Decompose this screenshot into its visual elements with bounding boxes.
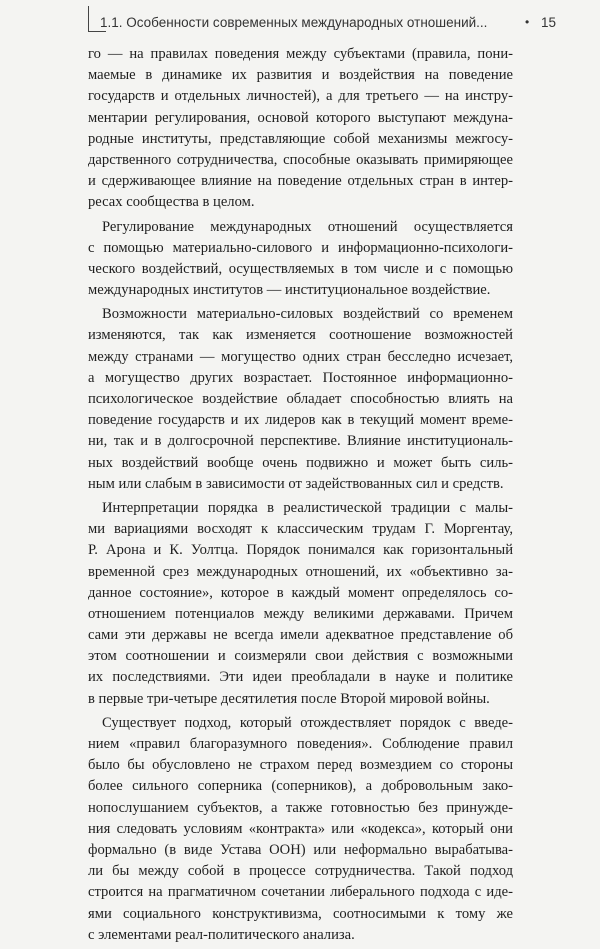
text-line: нопослушанием субъектов, а также готовностью без принужде- (88, 799, 513, 816)
body-text (88, 44, 513, 949)
text-line: Возможности материально-силовых воздействий со временем (102, 306, 513, 323)
text-line: с элементами реал-политического анализа. (88, 926, 355, 943)
text-line: этом соотношении и соизмеряли свои действия с возможными (88, 648, 513, 665)
text-line: данное состояние», которое в каждый момент определялось со- (88, 584, 513, 601)
text-line: дарственного сотрудничества, способные оказывать примиряющее (88, 151, 513, 168)
text-line: строится на прагматичном сочетании либерального подхода с иде- (88, 884, 513, 901)
text-line: го — на правилах поведения между субъектами (правила, пони- (88, 46, 513, 62)
text-line: ли бы между собой в процессе сотрудничества. Такой подход (88, 863, 513, 880)
text-line: ческого воздействий, осуществляемых в том числе и с помощью (88, 260, 513, 277)
text-line: ментарии регулирования, основой которого выступают междуна- (88, 109, 513, 126)
paragraph (88, 713, 513, 946)
text-line: а могущество других возрастает. Постоянное информационно- (88, 369, 513, 386)
text-line: Интерпретации порядка в реалистической традиции с малы- (102, 499, 513, 516)
text-line: ми вариациями восходят к классическим трудам Г. Моргентау, (88, 521, 513, 538)
header-rule-vertical (88, 6, 89, 32)
text-line: их последствиями. Эти идеи преобладали в науке и политике (88, 669, 513, 686)
text-line: маемые в динамике их развития и воздействия на поведение (88, 67, 513, 84)
header-bullet: • (525, 15, 530, 29)
header-rule-horizontal (88, 31, 106, 32)
paragraph (88, 44, 513, 214)
text-line: нием «правил благоразумного поведения». Соблюдение правил (88, 736, 513, 752)
text-line: психологическое воздействие обладает способностью влиять на (88, 391, 513, 407)
text-line: между странами — могущество одних стран бесследно исчезает, (88, 348, 513, 365)
text-line: более сильного соперника (соперников), а добровольным зако- (88, 778, 513, 795)
text-line: временной срез международных отношений, их «объективно за- (88, 563, 513, 580)
text-line: поведение государств и их лидеров как в текущий момент време- (88, 412, 513, 429)
text-line: ния следовать условиям «контракта» или «кодекса», который они (88, 820, 513, 837)
text-line: формально (в виде Устава ООН) или неформально вырабатыва- (88, 841, 513, 858)
text-line: в первые три-четыре десятилетия после Второй мировой войны. (88, 690, 490, 707)
paragraph (88, 304, 513, 495)
text-line: и сдерживающее влияние на поведение отдельных стран в интер- (88, 173, 513, 190)
text-line: родные институты, представляющие собой механизмы межгосу- (88, 130, 513, 147)
running-header (88, 6, 557, 32)
text-line: изменяются, так как изменяется соотношение возможностей (88, 327, 513, 344)
text-line: ресах сообщества в целом. (88, 194, 255, 211)
paragraph (88, 498, 513, 710)
text-line: международных институтов — институциональное воздействие. (88, 282, 491, 299)
text-line: Регулирование международных отношений осуществляется (102, 218, 513, 235)
text-line: с помощью материально-силового и информационно-психологи- (88, 239, 513, 256)
text-line: ным или слабым в зависимости от задействованных сил и средств. (88, 475, 504, 492)
page-number: 15 (541, 15, 557, 30)
running-title: 1.1. Особенности современных международных отношений... (100, 15, 488, 30)
text-line: отношением потенциалов между великими державами. Причем (88, 605, 513, 622)
text-line: было бы обусловлено не страхом перед возмездием со стороны (88, 757, 513, 774)
text-line: ных воздействий вообще очень подвижно и может быть силь- (88, 454, 513, 471)
text-line: государств и отдельных личностей), а для третьего — на инстру- (88, 88, 513, 105)
text-line: Р. Арона и К. Уолтца. Порядок понимался как горизонтальный (88, 542, 513, 559)
text-line: ни, так и в долгосрочной перспективе. Влияние институциональ- (88, 433, 513, 450)
text-line: Существует подход, который отождествляет порядок с введе- (102, 714, 513, 731)
text-line: ями социального конструктивизма, соотносимыми к тому же (88, 905, 513, 922)
text-line: сами эти державы не всегда имели адекватное представление об (88, 627, 513, 644)
paragraph (88, 217, 513, 302)
